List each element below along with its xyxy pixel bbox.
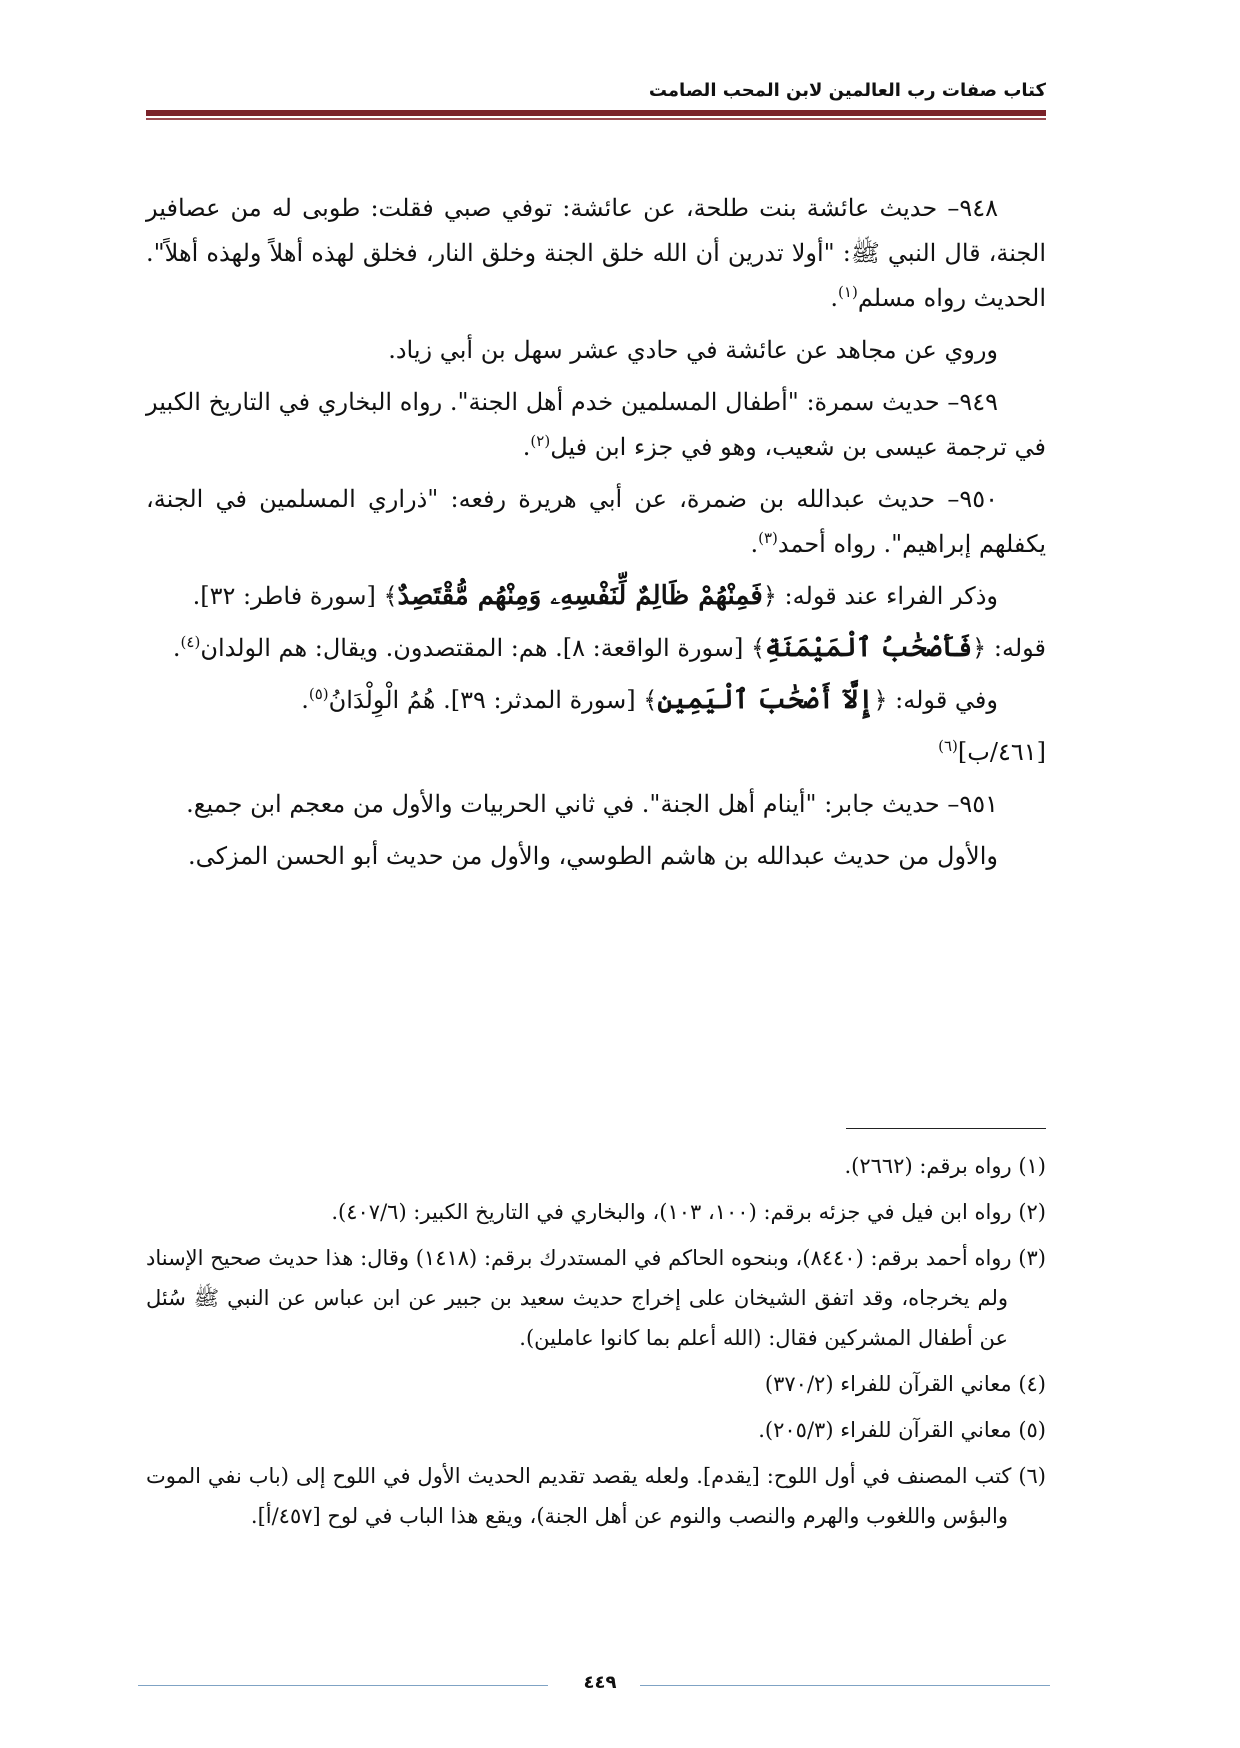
footer-rule-right [640, 1685, 1050, 1686]
footnote-3: (٣) رواه أحمد برقم: (٨٤٤٠)، وبنحوه الحاكم في المستدرك برقم: (١٤١٨) وقال: هذا حديث صحيح الإسناد ولم يخرجاه، وقد اتفق الشيخان على إخراج حديث سعيد بن جبير عن ابن عباس عن النبي ﷺ سُئل عن أطفال المشركين فقال: (الله أعلم بما كانوا عاملين). [146, 1246, 1046, 1350]
paragraph-farra: وذكر الفراء عند قوله: ﴿فَمِنْهُمْ ظَالِمٌ لِّنَفْسِهِۦ وَمِنْهُم مُّقْتَصِدٌ﴾ [سورة فاطر: ٣٢]. [192, 581, 998, 611]
footnote-2: (٢) رواه ابن فيل في جزئه برقم: (١٠٠، ١٠٣)، والبخاري في التاريخ الكبير: (٤٠٧/٦). [331, 1200, 1046, 1224]
footnote-ref-1: (١) [838, 283, 858, 301]
footnote-ref-6: (٦) [938, 737, 958, 755]
footnote-ref-3: (٣) [758, 529, 778, 547]
footer-rule-left [138, 1685, 548, 1686]
quran-verse-waqia: فَأَصْحَٰبُ ٱلْمَيْمَنَةِ [765, 633, 973, 663]
paragraph-muddaththir: وفي قوله: ﴿إِلَّآ أَصْحَٰبَ ٱلْيَمِينِ﴾ [سورة المدثر: ٣٩]. هُمُ الْوِلْدَانُ$^{(٥)}$. [301, 685, 998, 715]
manuscript-folio-marker: [٤٦١/ب]$^{(٦)}$ [938, 737, 1046, 766]
paragraph-tusi: والأول من حديث عبدالله بن هاشم الطوسي، والأول من حديث أبو الحسن المزكى. [187, 842, 998, 870]
quran-verse-fatir: فَمِنْهُمْ ظَالِمٌ لِّنَفْسِهِۦ وَمِنْهُم مُّقْتَصِدٌ [397, 581, 763, 611]
footnote-ref-4: (٤) [180, 633, 201, 651]
footnote-4: (٤) معاني القرآن للفراء (٣٧٠/٢) [764, 1372, 1046, 1396]
header-rule-thin [146, 118, 1046, 120]
footnote-ref-5: (٥) [308, 685, 329, 703]
page-number: ٤٤٩ [583, 1672, 617, 1693]
footnotes [146, 1146, 1046, 1542]
footnote-separator [846, 1128, 1046, 1129]
paragraph-951: ٩٥١– حديث جابر: "أينام أهل الجنة". في ثاني الحربيات والأول من معجم ابن جميع. [186, 790, 998, 818]
footnote-6: (٦) كتب المصنف في أول اللوح: [يقدم]. ولعله يقصد تقديم الحديث الأول في اللوح إلى (باب نفي الموت والبؤس واللغوب والهرم والنصب والنوم عن أهل الجنة)، ويقع هذا الباب في لوح [٤٥٧/أ]. [146, 1464, 1046, 1528]
paragraph-mujahid: وروي عن مجاهد عن عائشة في حادي عشر سهل بن أبي زياد. [388, 336, 998, 364]
paragraph-950: ٩٥٠– حديث عبدالله بن ضمرة، عن أبي هريرة رفعه: "ذراري المسلمين في الجنة، يكفلهم إبراهيم". رواه أحمد$^{(٣)}$. [146, 485, 1046, 558]
quran-verse-muddaththir: إِلَّآ أَصْحَٰبَ ٱلْيَمِينِ [657, 685, 874, 715]
running-title: كتاب صفات رب العالمين لابن المحب الصامت [648, 80, 1046, 101]
paragraph-948: ٩٤٨– حديث عائشة بنت طلحة، عن عائشة: توفي صبي فقلت: طوبى له من عصافير الجنة، قال النبي ﷺ: "أولا تدرين أن الله خلق الجنة وخلق النار، فخلق لهذه أهلاً ولهذه أهلاً". الحديث رواه مسلم$^{(١)}$. [146, 194, 1046, 312]
footnote-ref-2: (٢) [530, 432, 551, 450]
footnote-5: (٥) معاني القرآن للفراء (٢٠٥/٣). [758, 1418, 1046, 1442]
footnote-1: (١) رواه برقم: (٢٦٦٢). [844, 1154, 1046, 1178]
paragraph-waqia: قوله: ﴿فَأَصْحَٰبُ ٱلْمَيْمَنَةِ﴾ [سورة الواقعة: ٨]. هم: المقتصدون. ويقال: هم الولدان$^{(٤)}$. [172, 633, 1046, 663]
main-text [146, 186, 1046, 886]
paragraph-949: ٩٤٩– حديث سمرة: "أطفال المسلمين خدم أهل الجنة". رواه البخاري في التاريخ الكبير في ترجمة عيسى بن شعيب، وهو في جزء ابن فيل$^{(٢)}$. [146, 388, 1046, 461]
header-rule-thick [146, 110, 1046, 116]
